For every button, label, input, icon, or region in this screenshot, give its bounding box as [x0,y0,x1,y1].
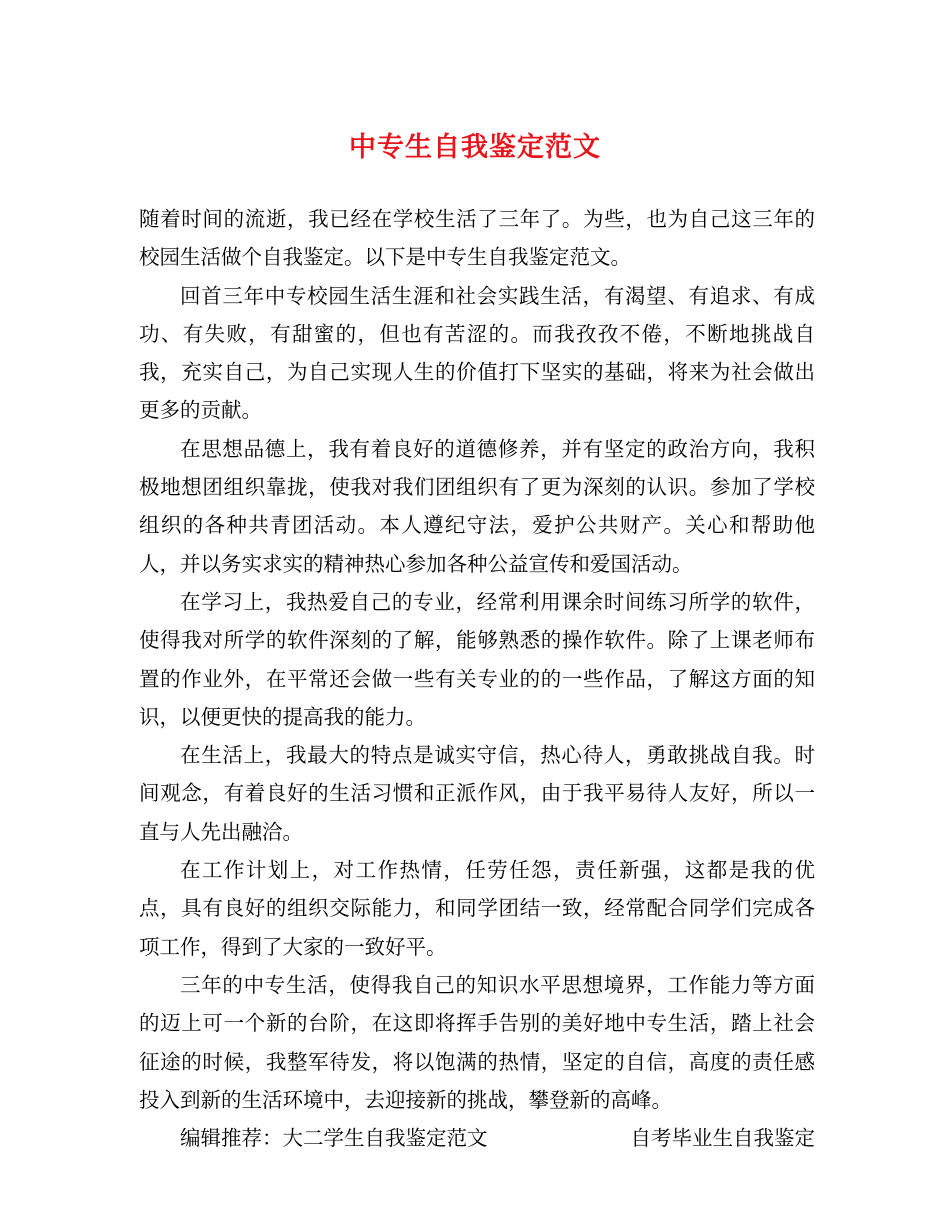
recommend-label: 编辑推荐：大二学生自我鉴定范文 [180,1126,488,1151]
intro-paragraph: 随着时间的流逝，我已经在学校生活了三年了。为些，也为自己这三年的校园生活做个自我鉴定。以下是中专生自我鉴定范文。 [139,207,815,270]
paragraph-conclusion: 三年的中专生活，使得我自己的知识水平思想境界，工作能力等方面的迈上可一个新的台阶，在这即将挥手告别的美好地中专生活，踏上社会征途的时候，我整军待发，将以饱满的热情，坚定的自信，高度的责任感投入到新的生活环境中，去迎接新的挑战，攀登新的高峰。 [139,972,815,1112]
paragraph-life: 在生活上，我最大的特点是诚实守信，热心待人，勇敢挑战自我。时间观念，有着良好的生活习惯和正派作风，由于我平易待人友好，所以一直与人先出融洽。 [139,743,815,844]
paragraph-morality: 在思想品德上，我有着良好的道德修养，并有坚定的政治方向，我积极地想团组织靠拢，使我对我们团组织有了更为深刻的认识。参加了学校组织的各种共青团活动。本人遵纪守法，爱护公共财产。关心和帮助他人，并以务实求实的精神热心参加各种公益宣传和爱国活动。 [139,436,815,576]
paragraph-study: 在学习上，我热爱自己的专业，经常利用课余时间练习所学的软件，使得我对所学的软件深刻的了解，能够熟悉的操作软件。除了上课老师布置的作业外，在平常还会做一些有关专业的的一些作品，了解这方面的知识，以便更快的提高我的能力。 [139,589,815,729]
document-body [139,200,815,1157]
document-title: 中专生自我鉴定范文 [349,132,601,163]
paragraph-review: 回首三年中专校园生活生涯和社会实践生活，有渴望、有追求、有成功、有失败，有甜蜜的，但也有苦涩的。而我孜孜不倦，不断地挑战自我，充实自己，为自己实现人生的价值打下坚实的基础，将来为社会做出更多的贡献。 [139,283,815,423]
recommend-line [139,1119,815,1157]
recommend-link[interactable]: 自考毕业生自我鉴定 [630,1126,815,1151]
paragraph-work: 在工作计划上，对工作热情，任劳任怨，责任新强，这都是我的优点，具有良好的组织交际能力，和同学团结一致，经常配合同学们完成各项工作，得到了大家的一致好平。 [139,858,815,959]
